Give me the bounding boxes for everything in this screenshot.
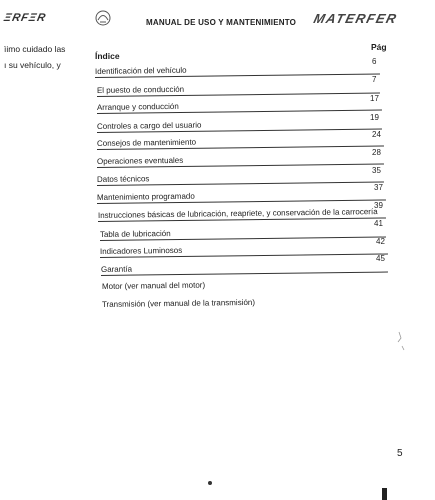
toc-entry-page: 7 <box>372 75 377 84</box>
toc-entry-label: Instrucciones básicas de lubricación, reapriete, y conservación de la carrocería <box>97 207 378 220</box>
toc-entry-page: 45 <box>376 254 385 263</box>
toc-entry-label: Datos técnicos <box>96 174 150 184</box>
toc-entry-label: El puesto de conducción <box>96 84 185 95</box>
toc-entry-page: 17 <box>370 94 379 103</box>
toc-entry-page: 19 <box>370 113 379 122</box>
toc-entry-label: Garantía <box>100 264 133 274</box>
brand-logo-right: MATERFER <box>312 11 400 26</box>
scan-dot <box>208 481 212 485</box>
toc-entry-page: 6 <box>372 57 377 66</box>
toc-entry-page: 37 <box>374 183 383 192</box>
toc-entry-label: Consejos de mantenimiento <box>96 137 197 148</box>
toc-entry-page: 39 <box>374 201 383 210</box>
toc-entry-page: 35 <box>372 166 381 175</box>
document-title: MANUAL DE USO Y MANTENIMIENTO <box>146 18 297 27</box>
page-number: 5 <box>397 448 403 459</box>
toc-entry-label: Indicadores Luminosos <box>99 245 183 256</box>
toc-entry-label: Operaciones eventuales <box>96 155 184 166</box>
toc-entry-label: Mantenimiento programado <box>96 191 195 202</box>
brand-logo-left: ΞRFΞR <box>2 12 48 24</box>
index-heading: Índice <box>95 51 120 61</box>
page-column-heading: Pág <box>371 42 387 52</box>
toc-entry-page: 42 <box>376 237 385 246</box>
toc-entry-label: Controles a cargo del usuario <box>96 120 202 131</box>
toc-entry-label: Arranque y conducción <box>96 101 179 112</box>
scan-edge-mark <box>382 488 387 500</box>
emblem-icon <box>92 8 114 28</box>
side-text-fragment: ı su vehículo, y <box>4 60 61 70</box>
toc-entry-label: Tabla de lubricación <box>99 229 171 239</box>
toc-leader-line <box>101 271 388 276</box>
toc-entry-label: Identificación del vehículo <box>94 65 187 76</box>
toc-entry-page: 41 <box>374 219 383 228</box>
toc-extra-item: Motor (ver manual del motor) <box>101 280 206 291</box>
side-text-fragment: ìimo cuidado las <box>4 44 66 54</box>
toc-extra-item: Transmisión (ver manual de la transmisión) <box>101 297 256 309</box>
toc-entry-page: 24 <box>372 130 381 139</box>
toc-entry-page: 28 <box>372 148 381 157</box>
pen-mark <box>396 330 408 352</box>
